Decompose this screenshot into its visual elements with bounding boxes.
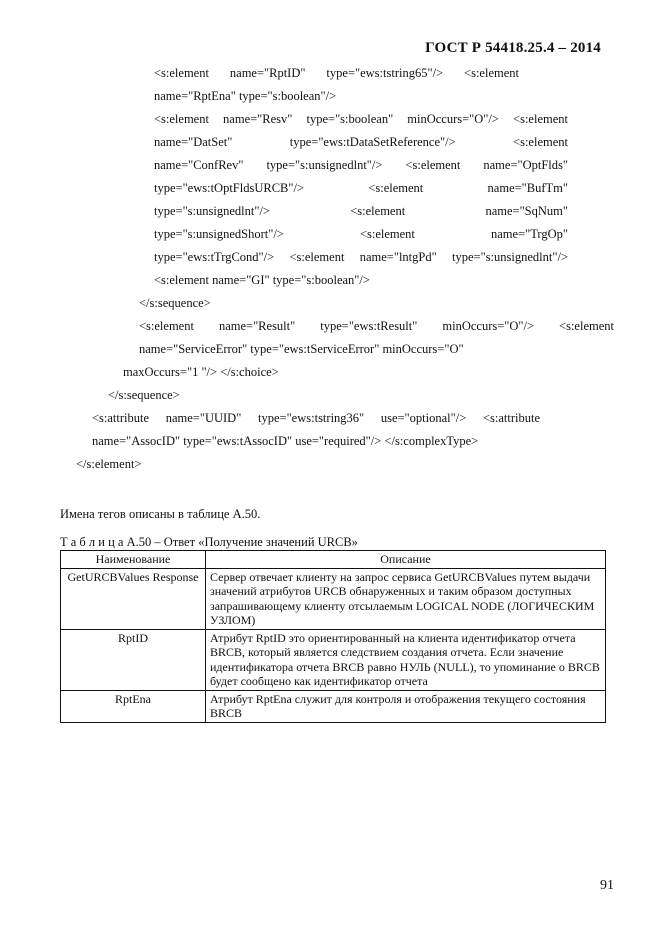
code-line: type="s:unsignedlnt"/> <s:element name="SqNum" bbox=[154, 204, 568, 218]
column-header-description: Описание bbox=[206, 551, 606, 569]
code-line: name="ServiceError" type="ews:tServiceError" minOccurs="O" bbox=[139, 342, 464, 356]
table-row bbox=[61, 690, 606, 722]
code-line: name="ConfRev" type="s:unsignedlnt"/> <s:element name="OptFlds" bbox=[154, 158, 568, 172]
code-line: name="DatSet" type="ews:tDataSetReference"/> <s:element bbox=[154, 135, 568, 149]
code-line: </s:element> bbox=[76, 457, 142, 471]
table-caption: Т а б л и ц а А.50 – Ответ «Получение значений URCB» bbox=[60, 535, 358, 549]
row-description: Атрибут RptID это ориентированный на клиента идентификатор отчета BRCB, который является следствием создания отчета. Если значение идентификатора отчета BRCB равно НУЛЬ (NULL), то упоминание о BRCB будет сообщено как идентификатор отчета bbox=[206, 629, 606, 690]
table-row bbox=[61, 568, 606, 629]
row-description: Сервер отвечает клиенту на запрос сервиса GetURCBValues путем выдачи значений атрибутов URCB обнаруженных и таким образом доступных запрашивающему клиенту отсылаемым LOGICAL NODE (ЛОГИЧЕСКИМ УЗЛОМ) bbox=[206, 568, 606, 629]
row-name: GetURCBValues Response bbox=[61, 568, 206, 629]
code-line: <s:element name="GI" type="s:boolean"/> bbox=[154, 273, 370, 287]
code-line: name="RptEna" type="s:boolean"/> bbox=[154, 89, 337, 103]
intro-paragraph: Имена тегов описаны в таблице А.50. bbox=[60, 507, 261, 521]
row-description: Атрибут RptEna служит для контроля и отображения текущего состояния BRCB bbox=[206, 690, 606, 722]
document-number: ГОСТ Р 54418.25.4 – 2014 bbox=[425, 40, 601, 56]
code-line: <s:attribute name="UUID" type="ews:tstring36" use="optional"/> <s:attribute bbox=[92, 411, 540, 425]
code-line: <s:element name="Result" type="ews:tResult" minOccurs="O"/> <s:element bbox=[139, 319, 614, 333]
code-line: type="ews:tOptFldsURCB"/> <s:element name="BufTm" bbox=[154, 181, 568, 195]
tag-description-table bbox=[60, 550, 606, 723]
table-row bbox=[61, 629, 606, 690]
row-name: RptEna bbox=[61, 690, 206, 722]
code-line: type="ews:tTrgCond"/> <s:element name="lntgPd" type="s:unsignedlnt"/> bbox=[154, 250, 568, 264]
code-line: <s:element name="Resv" type="s:boolean" minOccurs="O"/> <s:element bbox=[154, 112, 568, 126]
code-line: maxOccurs="1 "/> </s:choice> bbox=[123, 365, 279, 379]
code-line: type="s:unsignedShort"/> <s:element name="TrgOp" bbox=[154, 227, 568, 241]
code-line: name="AssocID" type="ews:tAssocID" use="required"/> </s:complexType> bbox=[92, 434, 479, 448]
code-line: <s:element name="RptID" type="ews:tstring65"/> <s:element bbox=[154, 66, 519, 80]
code-line: </s:sequence> bbox=[108, 388, 180, 402]
page-number: 91 bbox=[600, 878, 614, 893]
code-line: </s:sequence> bbox=[139, 296, 211, 310]
table-header-row bbox=[61, 551, 606, 569]
column-header-name: Наименование bbox=[61, 551, 206, 569]
row-name: RptID bbox=[61, 629, 206, 690]
